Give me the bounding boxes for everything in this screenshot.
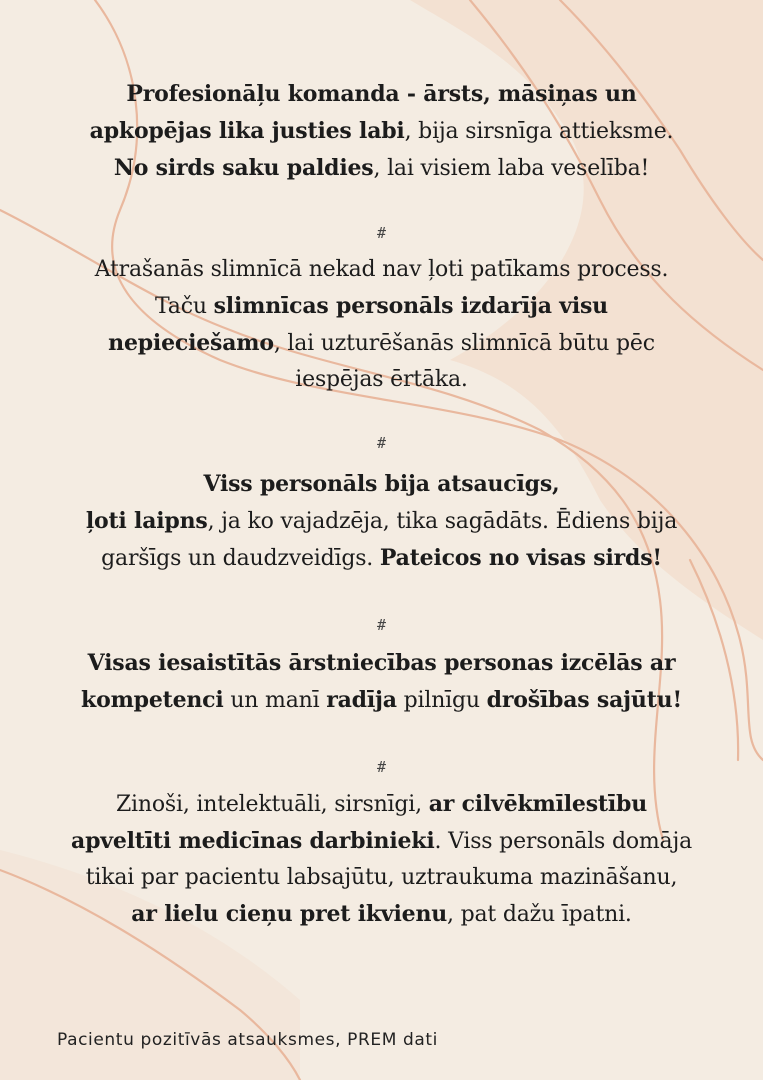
review-text: Atrašanās slimnīcā nekad nav ļoti patīkams process. Taču [94,257,669,319]
highlighted-text: ar cilvēkmīlestību apveltīti medicīnas darbinieki [71,791,648,854]
review-block-1 [70,76,693,187]
highlighted-text: slimnīcas personāls izdarīja visu nepieciešamo [108,293,608,356]
highlighted-text: Visas iesaistītās ārstniecības personas izcēlās ar kompetenci [81,650,676,713]
highlighted-text: radīja [326,687,397,713]
review-text: pilnīgu [396,688,487,713]
footer-caption: Pacientu pozitīvās atsauksmes, PREM dati [57,1030,439,1050]
review-text: un manī [223,688,327,713]
review-text: , bija sirsnīga attieksme. [404,119,674,144]
review-text: , lai uzturēšanās slimnīcā būtu pēc iespējas ērtāka. [273,331,655,392]
review-block-5 [70,786,693,933]
separator-3: # [376,616,387,634]
separator-1: # [376,224,387,242]
highlighted-text: No sirds saku paldies [113,155,374,181]
review-text: , ja ko vajadzēja, tika sagādāts. Ēdiens bija garšīgs un daudzveidīgs. [101,509,678,571]
review-block-4 [70,645,693,719]
highlighted-text: ar lielu cieņu pret ikvienu [131,901,448,927]
review-text: , lai visiem laba veselība! [373,156,650,181]
highlighted-text: Viss personāls bija atsaucīgs, [203,471,560,497]
highlighted-text: ļoti laipns [85,508,208,534]
separator-4: # [376,758,387,776]
review-text: , pat dažu īpatni. [447,902,632,927]
review-block-3 [70,466,693,577]
review-text: . Viss personāls domāja tikai par pacientu labsajūtu, uztraukuma mazināšanu, [85,829,692,890]
review-text: Zinoši, intelektuāli, sirsnīgi, [115,792,429,817]
review-block-2 [70,252,693,398]
highlighted-text: Pateicos no visas sirds! [379,545,662,571]
highlighted-text: drošības sajūtu! [486,687,682,713]
separator-2: # [376,434,387,452]
highlighted-text: Profesionāļu komanda - ārsts, māsiņas un apkopējas lika justies labi [89,81,637,144]
